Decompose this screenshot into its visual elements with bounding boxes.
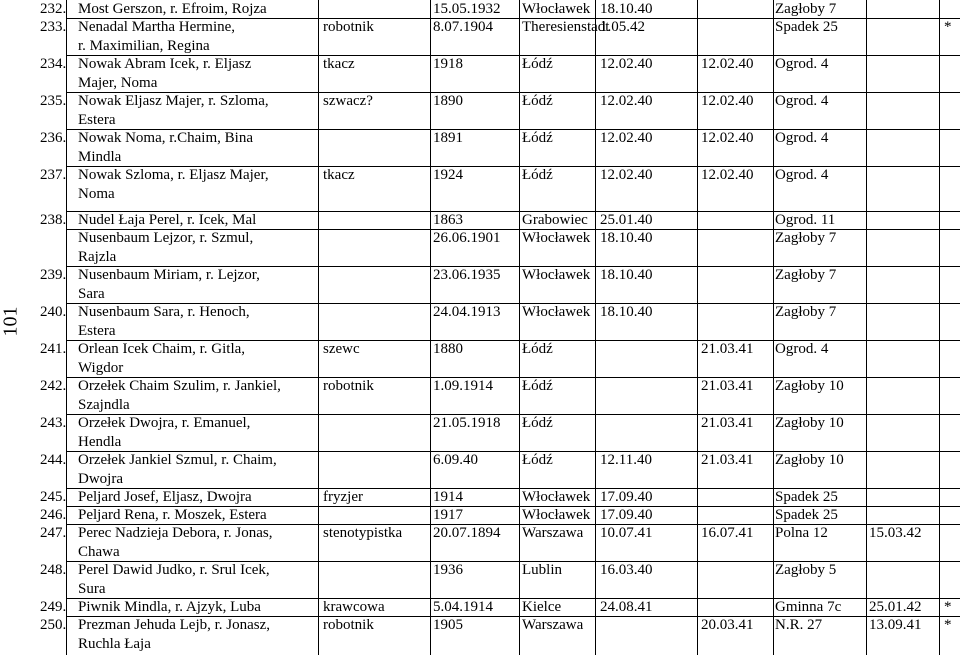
cell-occupation: szewc <box>323 341 360 357</box>
cell-no: 240. <box>40 304 67 320</box>
cell-birth-date: 26.06.1901 <box>433 230 501 246</box>
cell-departure: 21.03.41 <box>701 415 754 431</box>
cell-no: 243. <box>40 415 67 431</box>
cell-no: 247. <box>40 525 67 541</box>
cell-departure: 16.07.41 <box>701 525 754 541</box>
cell-name: Szajndla <box>78 397 130 413</box>
cell-name: Peljard Josef, Eljasz, Dwojra <box>78 489 252 505</box>
cell-departure: 12.02.40 <box>701 56 754 72</box>
cell-arrival: 24.08.41 <box>600 599 653 615</box>
cell-occupation: robotnik <box>323 617 374 633</box>
cell-name: Nowak Abram Icek, r. Eljasz <box>78 56 252 72</box>
cell-birth-place: Łódź <box>522 56 553 72</box>
table-column-divider <box>595 0 596 655</box>
table-column-divider <box>519 0 520 655</box>
cell-occupation: krawcowa <box>323 599 385 615</box>
cell-name: Perel Dawid Judko, r. Srul Icek, <box>78 562 270 578</box>
cell-birth-date: 6.09.40 <box>433 452 478 468</box>
cell-no: 244. <box>40 452 67 468</box>
cell-birth-place: Włocławek <box>522 489 591 505</box>
table-column-divider <box>318 0 319 655</box>
table-column-divider <box>866 0 867 655</box>
cell-name: Rajzla <box>78 249 117 265</box>
cell-no: 235. <box>40 93 67 109</box>
cell-name: Hendla <box>78 434 122 450</box>
cell-birth-place: Łódź <box>522 378 553 394</box>
cell-birth-place: Łódź <box>522 167 553 183</box>
cell-occupation: fryzjer <box>323 489 363 505</box>
table-column-divider <box>939 0 940 655</box>
cell-name: Nusenbaum Sara, r. Henoch, <box>78 304 250 320</box>
cell-name: Orzełek Chaim Szulim, r. Jankiel, <box>78 378 281 394</box>
cell-arrival: 12.11.40 <box>600 452 652 468</box>
cell-address: Zagłoby 7 <box>775 230 837 246</box>
cell-no: 249. <box>40 599 67 615</box>
cell-arrival: 18.10.40 <box>600 230 653 246</box>
cell-address: Ogrod. 4 <box>775 93 829 109</box>
cell-birth-date: 21.05.1918 <box>433 415 501 431</box>
cell-departure: 12.02.40 <box>701 167 754 183</box>
cell-name: Wigdor <box>78 360 124 376</box>
cell-name: Nenadal Martha Hermine, <box>78 19 236 35</box>
cell-name: Orzełek Jankiel Szmul, r. Chaim, <box>78 452 277 468</box>
cell-name: Nowak Noma, r.Chaim, Bina <box>78 130 253 146</box>
cell-birth-place: Łódź <box>522 341 553 357</box>
cell-name: Nusenbaum Lejzor, r. Szmul, <box>78 230 254 246</box>
cell-birth-date: 1924 <box>433 167 463 183</box>
cell-occupation: robotnik <box>323 19 374 35</box>
cell-name: Prezman Jehuda Lejb, r. Jonasz, <box>78 617 271 633</box>
cell-address: Polna 12 <box>775 525 828 541</box>
cell-no: 248. <box>40 562 67 578</box>
cell-birth-date: 1.09.1914 <box>433 378 493 394</box>
cell-occupation: tkacz <box>323 167 355 183</box>
cell-name: Ruchla Łaja <box>78 636 151 652</box>
cell-departure: 21.03.41 <box>701 378 754 394</box>
cell-no: 237. <box>40 167 67 183</box>
cell-name: Sura <box>78 581 106 597</box>
cell-name: Perec Nadzieja Debora, r. Jonas, <box>78 525 273 541</box>
cell-arrival: 12.02.40 <box>600 167 653 183</box>
cell-address: Ogrod. 4 <box>775 167 829 183</box>
cell-name: Nowak Eljasz Majer, r. Szloma, <box>78 93 269 109</box>
cell-birth-date: 1890 <box>433 93 463 109</box>
cell-birth-date: 1891 <box>433 130 463 146</box>
cell-arrival: 12.02.40 <box>600 56 653 72</box>
cell-birth-date: 15.05.1932 <box>433 1 501 17</box>
cell-arrival: 18.10.40 <box>600 304 653 320</box>
cell-address: Ogrod. 11 <box>775 212 836 228</box>
cell-arrival: 25.01.40 <box>600 212 653 228</box>
cell-no: 245. <box>40 489 67 505</box>
cell-occupation: stenotypistka <box>323 525 403 541</box>
cell-date3: 15.03.42 <box>869 525 922 541</box>
cell-name: Piwnik Mindla, r. Ajzyk, Luba <box>78 599 261 615</box>
cell-name: Estera <box>78 323 116 339</box>
cell-occupation: tkacz <box>323 56 355 72</box>
cell-no: 239. <box>40 267 67 283</box>
cell-name: Estera <box>78 112 116 128</box>
cell-birth-date: 23.06.1935 <box>433 267 501 283</box>
cell-address: Zagłoby 7 <box>775 1 837 17</box>
table-column-divider <box>430 0 431 655</box>
cell-address: Zagłoby 10 <box>775 452 844 468</box>
cell-birth-date: 1863 <box>433 212 463 228</box>
cell-birth-date: 24.04.1913 <box>433 304 501 320</box>
cell-arrival: 18.10.40 <box>600 267 653 283</box>
cell-name: Sara <box>78 286 105 302</box>
cell-name: Majer, Noma <box>78 75 158 91</box>
cell-departure: 21.03.41 <box>701 341 754 357</box>
cell-birth-date: 1917 <box>433 507 463 523</box>
cell-address: Ogrod. 4 <box>775 130 829 146</box>
cell-birth-place: Theresienstadt <box>522 19 610 35</box>
cell-birth-place: Włocławek <box>522 1 591 17</box>
cell-address: Zagłoby 10 <box>775 378 844 394</box>
cell-address: Zagłoby 7 <box>775 304 837 320</box>
cell-birth-place: Włocławek <box>522 230 591 246</box>
cell-name: Orzełek Dwojra, r. Emanuel, <box>78 415 251 431</box>
cell-departure: 12.02.40 <box>701 130 754 146</box>
cell-occupation: robotnik <box>323 378 374 394</box>
cell-departure: 20.03.41 <box>701 617 754 633</box>
cell-address: Spadek 25 <box>775 19 838 35</box>
cell-address: Spadek 25 <box>775 507 838 523</box>
cell-address: Ogrod. 4 <box>775 56 829 72</box>
cell-birth-place: Kielce <box>522 599 562 615</box>
cell-note: * <box>944 19 952 35</box>
cell-birth-place: Łódź <box>522 93 553 109</box>
cell-address: Zagłoby 5 <box>775 562 837 578</box>
cell-arrival: 1.05.42 <box>600 19 645 35</box>
cell-no: 242. <box>40 378 67 394</box>
cell-departure: 12.02.40 <box>701 93 754 109</box>
cell-name: Orlean Icek Chaim, r. Gitla, <box>78 341 246 357</box>
table-column-divider <box>697 0 698 655</box>
cell-birth-place: Włocławek <box>522 507 591 523</box>
cell-no: 234. <box>40 56 67 72</box>
cell-name: Mindla <box>78 149 122 165</box>
cell-name: Nowak Szloma, r. Eljasz Majer, <box>78 167 269 183</box>
cell-no: 238. <box>40 212 67 228</box>
cell-no: 250. <box>40 617 67 633</box>
cell-arrival: 17.09.40 <box>600 489 653 505</box>
cell-birth-place: Włocławek <box>522 267 591 283</box>
cell-departure: 21.03.41 <box>701 452 754 468</box>
cell-birth-date: 8.07.1904 <box>433 19 493 35</box>
cell-arrival: 12.02.40 <box>600 93 653 109</box>
cell-birth-place: Włocławek <box>522 304 591 320</box>
cell-birth-date: 5.04.1914 <box>433 599 493 615</box>
cell-address: Ogrod. 4 <box>775 341 829 357</box>
cell-birth-place: Grabowiec <box>522 212 588 228</box>
cell-birth-date: 1905 <box>433 617 463 633</box>
cell-arrival: 18.10.40 <box>600 1 653 17</box>
cell-birth-place: Łódź <box>522 452 553 468</box>
cell-occupation: szwacz? <box>323 93 373 109</box>
cell-note: * <box>944 617 952 633</box>
cell-note: * <box>944 599 952 615</box>
cell-birth-date: 1936 <box>433 562 463 578</box>
cell-arrival: 10.07.41 <box>600 525 653 541</box>
cell-name: Dwojra <box>78 471 123 487</box>
cell-address: Zagłoby 10 <box>775 415 844 431</box>
cell-no: 236. <box>40 130 67 146</box>
cell-name: Nusenbaum Miriam, r. Lejzor, <box>78 267 260 283</box>
cell-address: Gminna 7c <box>775 599 842 615</box>
cell-address: Spadek 25 <box>775 489 838 505</box>
cell-birth-date: 1880 <box>433 341 463 357</box>
table-column-divider <box>773 0 774 655</box>
cell-birth-place: Lublin <box>522 562 562 578</box>
cell-birth-place: Warszawa <box>522 617 584 633</box>
cell-arrival: 17.09.40 <box>600 507 653 523</box>
cell-no: 232. <box>40 1 67 17</box>
cell-birth-date: 1914 <box>433 489 463 505</box>
cell-name: Noma <box>78 186 115 202</box>
cell-name: Peljard Rena, r. Moszek, Estera <box>78 507 267 523</box>
cell-birth-place: Warszawa <box>522 525 584 541</box>
page-number: 101 <box>0 306 22 337</box>
cell-date3: 13.09.41 <box>869 617 922 633</box>
cell-no: 246. <box>40 507 67 523</box>
cell-birth-place: Łódź <box>522 415 553 431</box>
cell-address: N.R. 27 <box>775 617 823 633</box>
cell-name: Most Gerszon, r. Efroim, Rojza <box>78 1 267 17</box>
cell-name: Chawa <box>78 544 120 560</box>
cell-arrival: 16.03.40 <box>600 562 653 578</box>
cell-no: 233. <box>40 19 67 35</box>
cell-name: Nudel Łaja Perel, r. Icek, Mal <box>78 212 257 228</box>
cell-no: 241. <box>40 341 67 357</box>
cell-date3: 25.01.42 <box>869 599 922 615</box>
cell-name: r. Maximilian, Regina <box>78 38 210 54</box>
cell-address: Zagłoby 7 <box>775 267 837 283</box>
cell-birth-date: 1918 <box>433 56 463 72</box>
cell-birth-place: Łódź <box>522 130 553 146</box>
cell-birth-date: 20.07.1894 <box>433 525 501 541</box>
cell-arrival: 12.02.40 <box>600 130 653 146</box>
